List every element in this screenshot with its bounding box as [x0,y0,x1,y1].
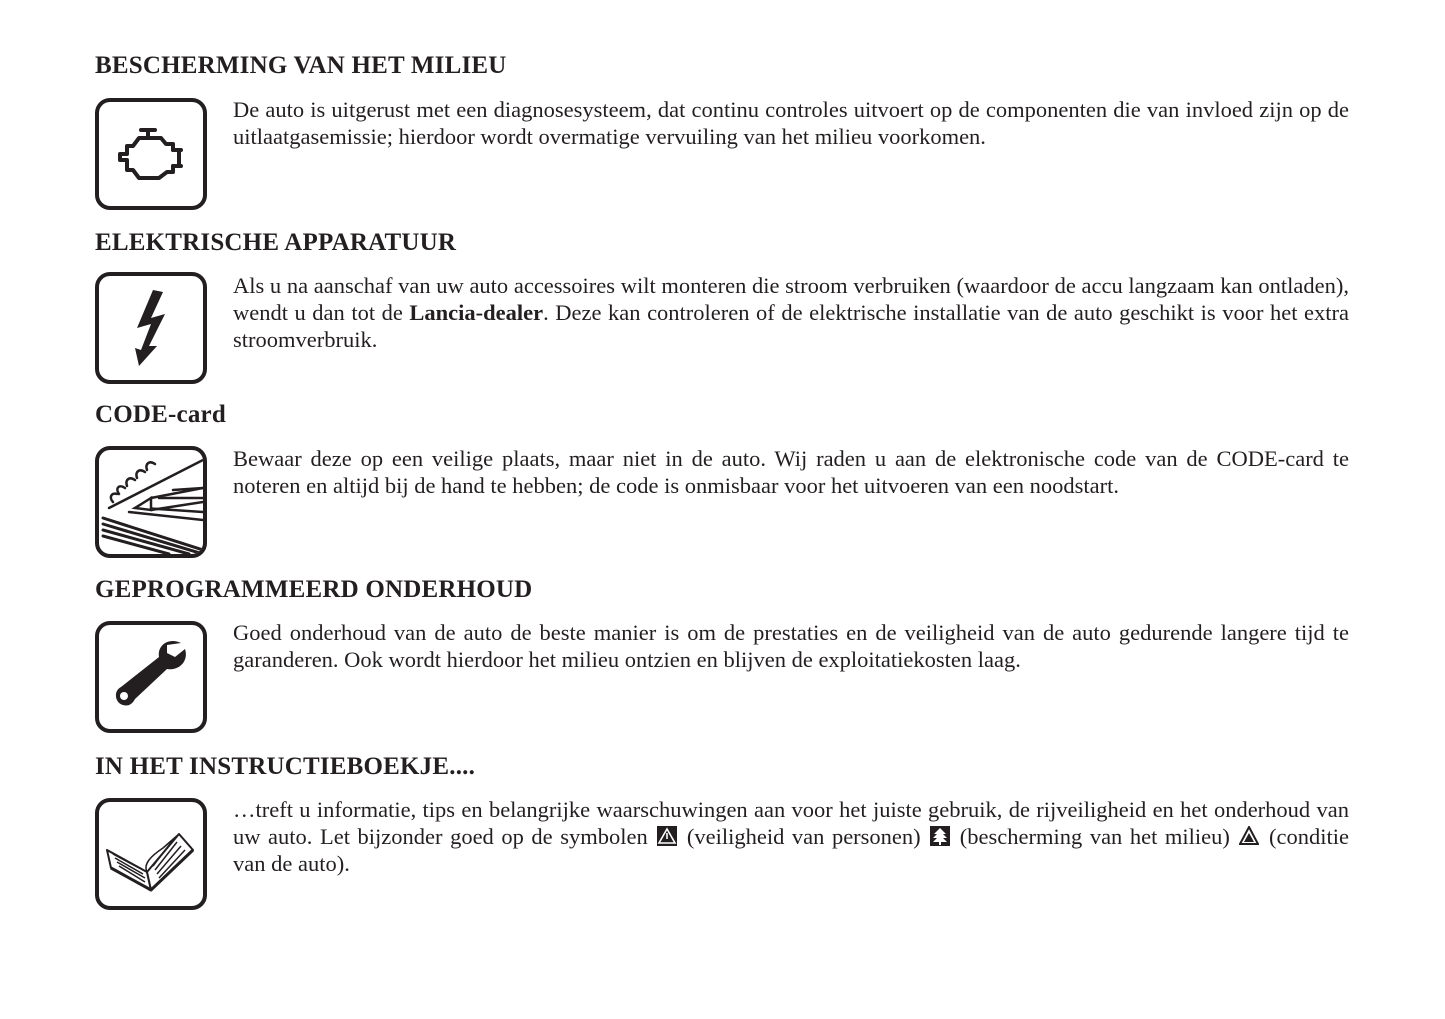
notebook-pencil-icon [95,446,207,558]
section-text: De auto is uitgerust met een diagnosesysteem, dat continu controles uitvoert op de componenten die van invloed zijn op de uitlaatgasemissie; hierdoor wordt overmatige vervuiling van het milieu voorkomen. [233,97,1349,149]
section-text-part: (veiligheid van personen) [679,824,929,849]
section-text-part: . Deze kan controleren of de elektrische installatie van de auto geschikt is voor het extra stroomverbruik. [233,300,1349,352]
section-heading: IN HET INSTRUCTIEBOEKJE.... [95,753,476,780]
environment-tree-icon [930,826,950,846]
section-electrical [95,229,1350,394]
section-text-part: (conditie van de auto). [233,824,1350,876]
section-text-part: Als u na aanschaf van uw auto accessoires wilt monteren die stroom verbruiken (waardoor de accu langzaam kan ontladen), wendt u dan tot de [233,273,1349,325]
section-text-part: (bescherming van het milieu) [952,824,1238,849]
wrench-icon [95,621,207,733]
car-condition-icon [1239,826,1259,846]
section-text: Goed onderhoud van de auto de beste manier is om de prestaties en de veiligheid van de auto gedurende langere tijd te garanderen. Ook wordt hierdoor het milieu ontzien en blijven de exploitatiekosten laag. [233,620,1349,672]
section-heading: CODE-card [95,401,226,428]
section-heading: BESCHERMING VAN HET MILIEU [95,52,507,79]
lightning-bolt-icon [95,272,207,384]
section-manual [95,753,1350,918]
section-code-card [95,401,1350,566]
open-book-icon [95,798,207,910]
section-heading: GEPROGRAMMEERD ONDERHOUD [95,576,533,603]
section-text-part: …treft u informatie, tips en belangrijke waarschuwingen aan voor het juiste gebruik, de rijveiligheid en het onderhoud van uw auto. Let bijzonder goed op de symbolen [233,797,1349,849]
section-heading: ELEKTRISCHE APPARATUUR [95,229,457,256]
warning-person-icon [657,826,677,846]
section-text [233,796,1349,877]
section-text [233,272,1349,353]
engine-warning-icon [95,98,207,210]
section-environment [95,52,1350,217]
section-maintenance [95,576,1350,741]
section-text: Bewaar deze op een veilige plaats, maar niet in de auto. Wij raden u aan de elektronische code van de CODE-card te noteren en altijd bij de hand te hebben; de code is onmisbaar voor het uitvoeren van een noodstart. [233,446,1349,498]
dealer-name: Lancia-dealer [409,300,544,325]
